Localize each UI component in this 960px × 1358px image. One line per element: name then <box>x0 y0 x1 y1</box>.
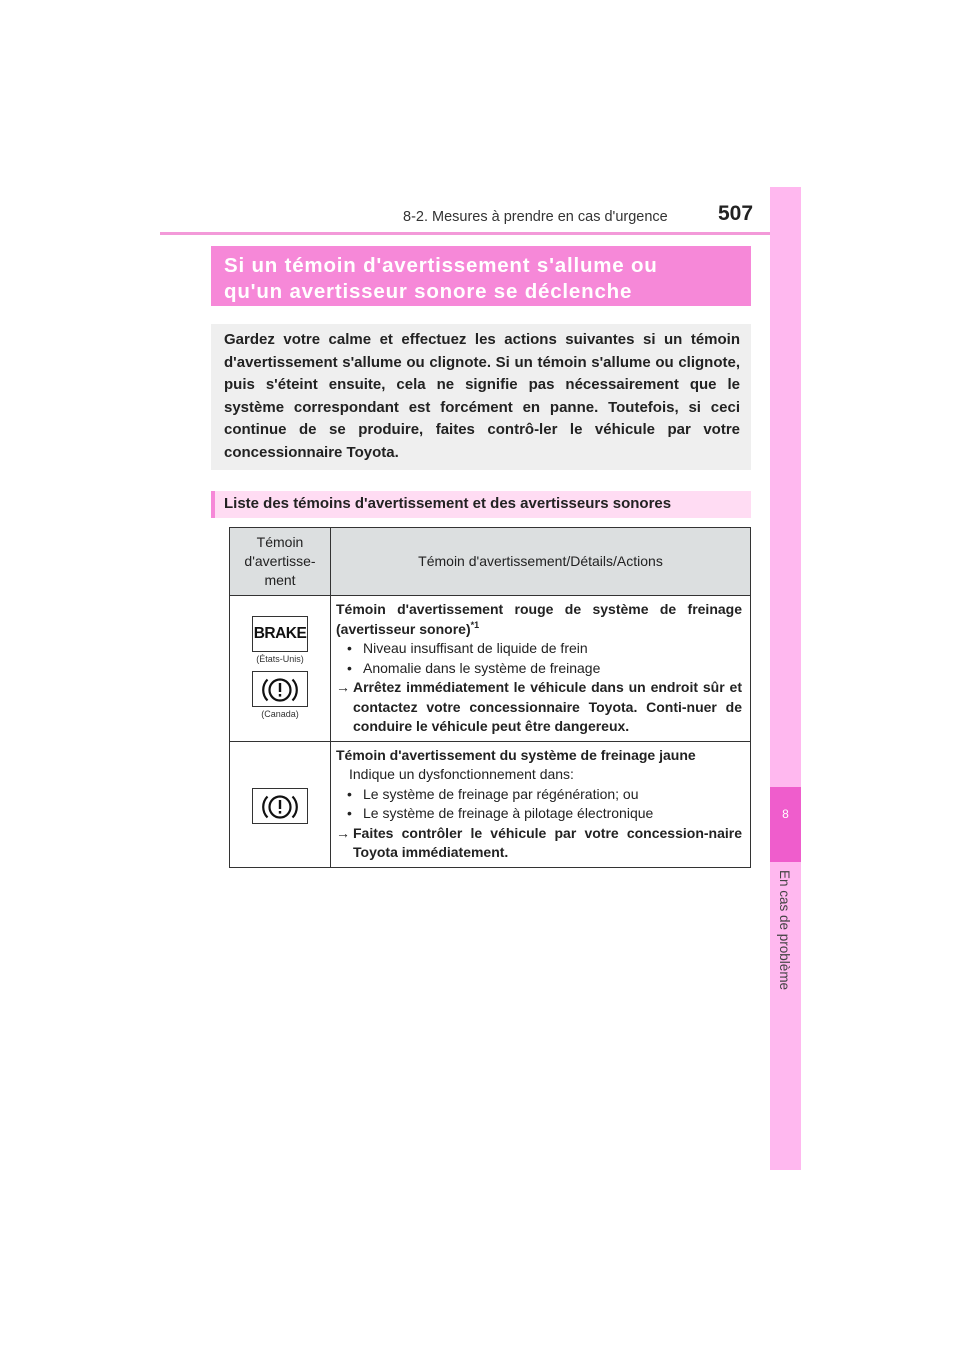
section-title-line2: qu'un avertisseur sonore se déclenche <box>224 280 633 303</box>
intro-box <box>211 324 751 470</box>
brake-icon-label: BRAKE <box>253 625 307 642</box>
warning-title: Témoin d'avertissement du système de freinage jaune <box>336 746 696 763</box>
arrow-right-icon: → <box>336 824 350 841</box>
icon-caption-canada: (Canada) <box>261 709 299 719</box>
table-header-row <box>230 528 751 596</box>
list-header <box>211 491 751 518</box>
circle-exclamation-icon <box>252 788 308 824</box>
intro-text: Gardez votre calme et effectuez les actions suivantes si un témoin d'avertissement s'allume ou clignote. Si un témoin s'allume ou clignote, puis s'éteint ensuite, cela ne signifie pas nécessairement que le système correspondant est forcément en panne. Toutefois, si ceci continue de se produire, faites contrô-ler le véhicule par votre concessionnaire Toyota. <box>224 331 740 461</box>
action-text: → Arrêtez immédiatement le véhicule dans un endroit sûr et contactez votre concessionnaire Toyota. Conti-nuer de conduire le véhicule peut être dangereux. <box>336 679 742 734</box>
list-item: • Le système de freinage à pilotage électronique <box>336 804 742 824</box>
header-divider <box>160 232 800 235</box>
arrow-right-icon: → <box>336 679 350 695</box>
table-row <box>230 741 751 867</box>
table-row <box>230 596 751 742</box>
chapter-label: En cas de problème <box>777 870 792 991</box>
table-header-details: Témoin d'avertissement/Détails/Actions <box>331 528 751 596</box>
list-item: • Niveau insuffisant de liquide de frein <box>336 639 742 659</box>
list-header-text: Liste des témoins d'avertissement et des avertisseurs sonores <box>224 495 672 512</box>
icon-caption-us: (États-Unis) <box>256 654 304 664</box>
section-title-line1: Si un témoin d'avertissement s'allume ou <box>224 254 658 277</box>
footnote-marker: *1 <box>470 619 480 630</box>
indicator-cell <box>230 741 331 867</box>
table-header-indicator: Témoin d'avertisse-ment <box>230 528 331 596</box>
chapter-number: 8 <box>782 807 789 821</box>
page-number: 507 <box>718 202 754 225</box>
header-section-title: 8-2. Mesures à prendre en cas d'urgence <box>403 209 668 225</box>
list-item: • Le système de freinage par régénération; ou <box>336 785 742 805</box>
brake-text-icon <box>252 616 308 652</box>
details-cell <box>331 741 751 867</box>
list-item: • Anomalie dans le système de freinage <box>336 659 742 679</box>
chapter-number-tab <box>770 787 801 862</box>
warning-lights-table <box>229 527 751 868</box>
details-cell <box>331 596 751 742</box>
chapter-side-tab <box>770 187 801 1170</box>
indicator-cell <box>230 596 331 742</box>
circle-exclamation-icon <box>252 671 308 707</box>
section-title-box <box>211 246 751 306</box>
warning-title: Témoin d'avertissement rouge de système de freinage (avertisseur sonore)$^{*1}$ <box>336 601 742 637</box>
action-text: → Faites contrôler le véhicule par votre concession-naire Toyota immédiatement. <box>336 824 742 860</box>
warning-intro: Indique un dysfonctionnement dans: <box>349 766 574 782</box>
